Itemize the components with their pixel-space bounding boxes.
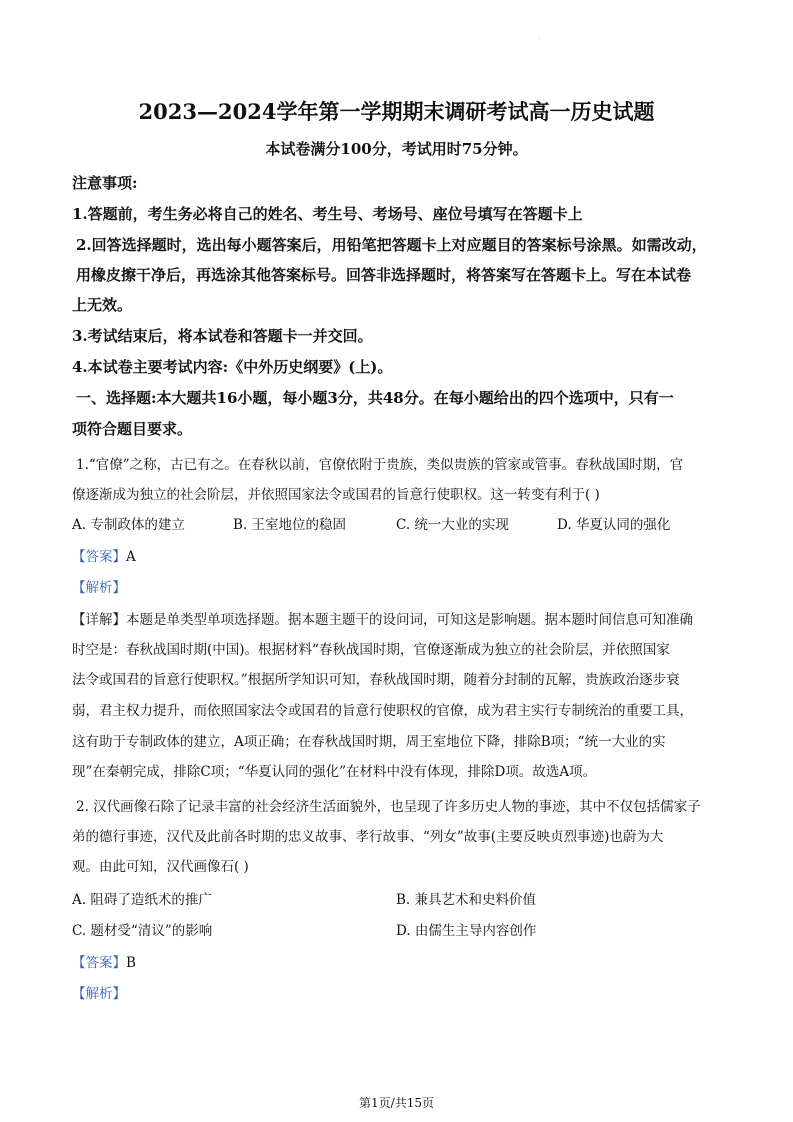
q2-answer-value: B <box>126 955 136 971</box>
notice-item-2-cont: 用橡皮擦干净后，再选涂其他答案标号。回答非选择题时，将答案写在答题卡上。写在本试卷 <box>76 266 692 284</box>
section-heading-cont: 项符合题目要求。 <box>72 420 193 438</box>
header-mark: . <box>538 32 541 41</box>
notice-heading: 注意事项: <box>72 174 138 192</box>
q1-option-c: C. 统一大业的实现 <box>396 517 509 533</box>
q1-detail-line-5: 这有助于专制政体的建立，A项正确；在春秋战国时期，周王室地位下降，排除B项；“统一大业的实 <box>72 734 666 750</box>
q1-option-b: B. 王室地位的稳固 <box>233 517 347 533</box>
q2-stem-line-3: 观。由此可知，汉代画像石( ) <box>72 859 249 875</box>
q2-stem-line-1: 2. 汉代画像石除了记录丰富的社会经济生活面貌外，也呈现了许多历史人物的事迹，其中不仅包括儒家子 <box>76 799 701 815</box>
page-footer: 第1页/共15页 <box>359 1096 434 1110</box>
q2-analysis-tag: 【解析】 <box>72 986 126 1002</box>
q2-option-c: C. 题材受“清议”的影响 <box>72 923 213 939</box>
section-heading: 一、选择题:本大题共16小题，每小题3分，共48分。在每小题给出的四个选项中，只有一 <box>76 389 674 407</box>
q1-detail-line-6: 现”在秦朝完成，排除C项；“华夏认同的强化”在材料中没有体现，排除D项。故选A项。 <box>72 764 597 780</box>
q1-detail-line-1: 【详解】本题是单类型单项选择题。据本题主题干的设问词，可知这是影响题。据本题时间信息可知准确 <box>72 612 693 628</box>
q1-answer-tag: 【答案】 <box>72 549 126 565</box>
q1-detail-line-2: 时空是：春秋战国时期(中国)。根据材料“春秋战国时期，官僚逐渐成为独立的社会阶层，并依照国家 <box>72 642 670 658</box>
notice-item-4: 4.本试卷主要考试内容:《中外历史纲要》(上)。 <box>72 358 393 376</box>
q1-detail-line-4: 弱，君主权力提升，而依照国家法令或国君的旨意行使职权的官僚，成为君主实行专制统治的重要工具， <box>72 703 693 719</box>
q2-option-d: D. 由儒生主导内容创作 <box>396 923 537 939</box>
q1-option-a: A. 专制政体的建立 <box>72 517 185 533</box>
notice-item-2: 2.回答选择题时，选出每小题答案后，用铅笔把答题卡上对应题目的答案标号涂黑。如需改动， <box>76 236 707 254</box>
q1-option-d: D. 华夏认同的强化 <box>557 517 671 533</box>
q1-stem-line-2: 僚逐渐成为独立的社会阶层，并依照国家法令或国君的旨意行使职权。这一转变有利于( ) <box>72 487 600 503</box>
q1-answer-value: A <box>126 549 136 565</box>
page-subtitle: 本试卷满分100分，考试用时75分钟。 <box>265 140 528 158</box>
q1-answer-row <box>72 545 136 565</box>
q2-option-b: B. 兼具艺术和史料价值 <box>396 892 537 908</box>
q1-analysis-tag: 【解析】 <box>72 580 126 596</box>
q2-answer-row <box>72 951 136 971</box>
q2-stem-line-2: 弟的德行事迹，汉代及此前各时期的忠义故事、孝行故事、“列女”故事(主要反映贞烈事迹)也蔚为大 <box>72 829 664 845</box>
notice-item-2-end: 上无效。 <box>72 296 133 314</box>
q1-detail-line-3: 法令或国君的旨意行使职权。”根据所学知识可知，春秋战国时期，随着分封制的瓦解，贵族政治逐步衰 <box>72 672 680 688</box>
q2-option-a: A. 阻碍了造纸术的推广 <box>72 892 212 908</box>
notice-item-1: 1.答题前，考生务必将自己的姓名、考生号、考场号、座位号填写在答题卡上 <box>72 205 583 223</box>
page-title: 2023—2024学年第一学期期末调研考试高一历史试题 <box>138 99 655 124</box>
q2-answer-tag: 【答案】 <box>72 955 126 971</box>
notice-item-3: 3.考试结束后，将本试卷和答题卡一并交回。 <box>72 327 373 345</box>
q1-stem-line-1: 1.“官僚”之称，古已有之。在春秋以前，官僚依附于贵族，类似贵族的管家或管事。春秋战国时期，官 <box>76 457 684 473</box>
